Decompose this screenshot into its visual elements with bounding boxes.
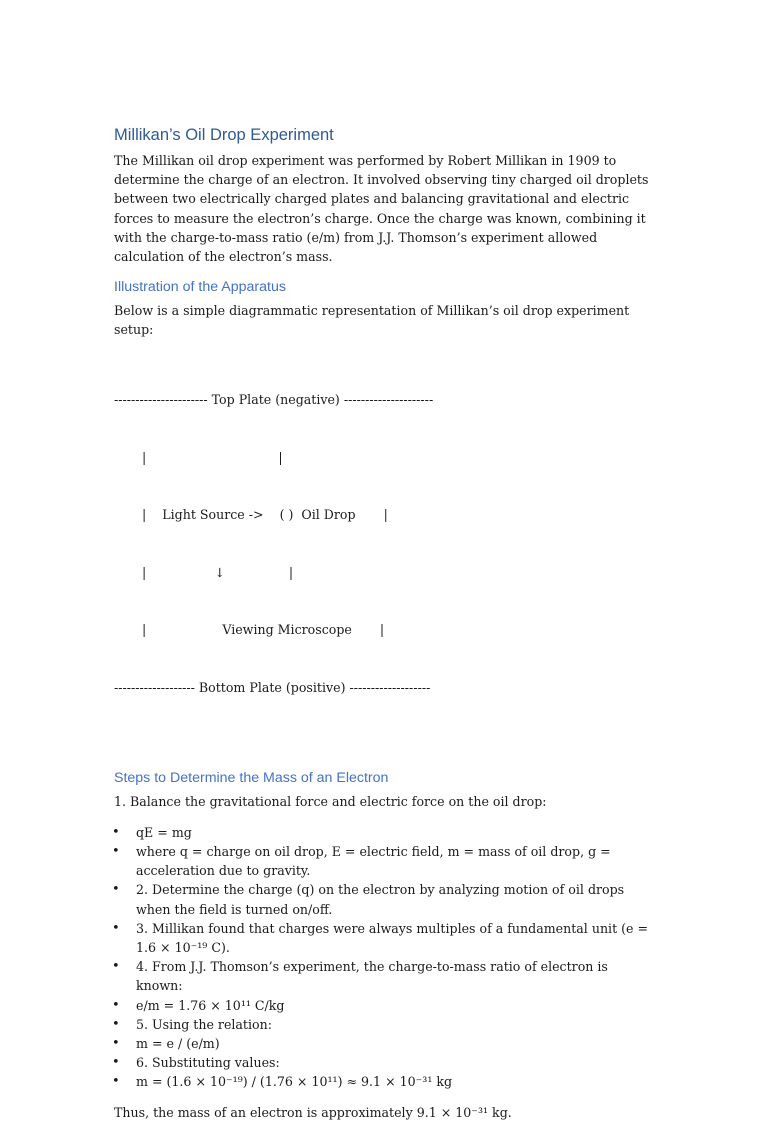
list-item: • 4. From J.J. Thomson’s experiment, the charge-to-mass ratio of electron is known:	[112, 959, 608, 994]
list-item: • e/m = 1.76 × 10¹¹ C/kg	[114, 996, 654, 1015]
list-item: • 3. Millikan found that charges were always multiples of a fundamental unit (e = 1.6 × 10⁻¹⁹ C).	[112, 920, 649, 956]
diagram-line: | Light Source -> ( ) Oil Drop |	[114, 507, 388, 523]
conclusion-paragraph: Thus, the mass of an electron is approximately 9.1 × 10⁻³¹ kg.	[114, 1104, 512, 1120]
list-item: • 2. Determine the charge (q) on the electron by analyzing motion of oil drops when the field is turned on/off.	[112, 882, 625, 917]
list-item: • 6. Substituting values:	[114, 1053, 654, 1072]
diagram-line: | Viewing Microscope |	[114, 622, 385, 638]
bullet-icon: •	[112, 997, 120, 1013]
diagram-line: ------------------- Bottom Plate (positive) -------------------	[114, 680, 431, 695]
intro-paragraph: The Millikan oil drop experiment was performed by Robert Millikan in 1909 to determine the charge of an electron. It involved observing tiny charged oil droplets between two electrically charged plates and balancing gravitational and electric forces to measure the electron’s charge. Once the charge was known, combining it with the charge-to-mass ratio (e/m) from J.J. Thomson’s experiment allowed calculation of the electron’s mass.	[114, 153, 649, 265]
steps-list	[114, 823, 654, 1092]
list-item: • m = (1.6 × 10⁻¹⁹) / (1.76 × 10¹¹) ≈ 9.1 × 10⁻³¹ kg	[114, 1072, 654, 1091]
apparatus-diagram	[114, 352, 654, 736]
bullet-icon: •	[112, 1055, 120, 1071]
list-item: • qE = mg	[114, 823, 654, 842]
list-item: • 5. Using the relation:	[114, 1015, 654, 1034]
bullet-icon: •	[112, 844, 120, 859]
diagram-line: | |	[114, 449, 283, 465]
bullet-icon: •	[112, 920, 120, 936]
steps-heading: Steps to Determine the Mass of an Electron	[114, 769, 389, 786]
apparatus-lead: Below is a simple diagrammatic representation of Millikan’s oil drop experiment setup:	[114, 303, 630, 338]
bullet-icon: •	[112, 824, 120, 840]
diagram-line: | ↓ |	[114, 564, 294, 580]
bullet-icon: •	[112, 959, 120, 975]
diagram-line: ---------------------- Top Plate (negative) ---------------------	[114, 392, 434, 408]
steps-lead: 1. Balance the gravitational force and electric force on the oil drop:	[114, 793, 547, 809]
bullet-icon: •	[112, 1036, 120, 1052]
document-title: Millikan’s Oil Drop Experiment	[114, 126, 334, 144]
document-page	[114, 124, 654, 1122]
bullet-icon: •	[112, 882, 120, 898]
list-item: • m = e / (e/m)	[114, 1034, 654, 1053]
list-item: • where q = charge on oil drop, E = electric field, m = mass of oil drop, g = acceleration due to gravity.	[112, 844, 611, 879]
bullet-icon: •	[112, 1016, 120, 1032]
apparatus-heading: Illustration of the Apparatus	[114, 279, 286, 296]
bullet-icon: •	[112, 1074, 120, 1090]
